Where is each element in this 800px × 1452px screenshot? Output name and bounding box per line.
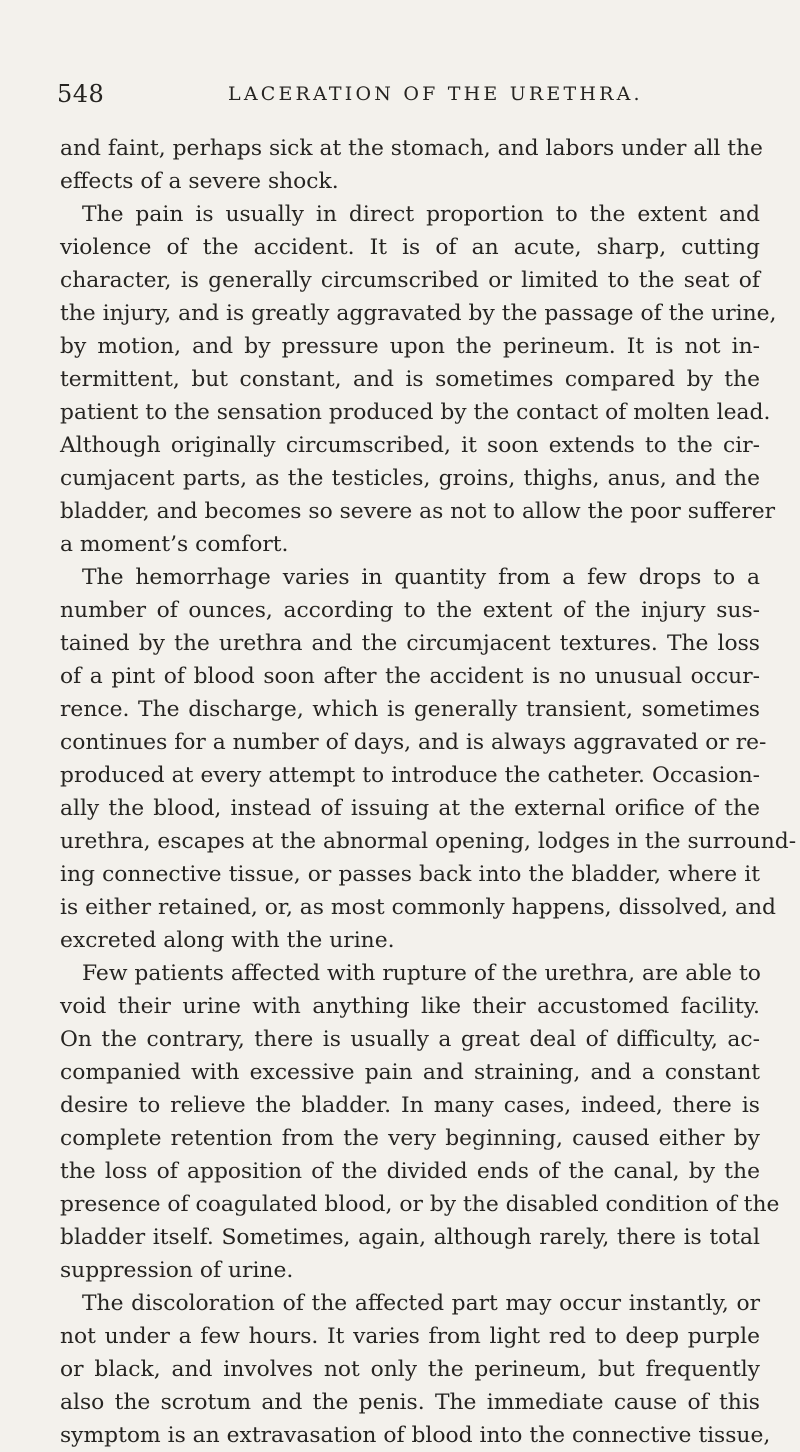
- text-line: symptom is an extravasation of blood into the connective tissue,: [60, 1423, 771, 1448]
- text-line: effects of a severe shock.: [60, 169, 339, 194]
- text-line: number of ounces, according to the extent of the injury sus-: [60, 598, 760, 623]
- text-line: termittent, but constant, and is sometimes compared by the: [60, 367, 760, 392]
- text-line: the loss of apposition of the divided ends of the canal, by the: [60, 1159, 760, 1184]
- text-line: continues for a number of days, and is always aggravated or re-: [60, 730, 767, 755]
- text-line: companied with excessive pain and straining, and a constant: [60, 1060, 760, 1085]
- text-line: cumjacent parts, as the testicles, groins, thighs, anus, and the: [60, 466, 760, 491]
- page-header: [57, 80, 747, 114]
- running-title: LACERATION OF THE URETHRA.: [228, 83, 643, 105]
- text-line: Few patients affected with rupture of the urethra, are able to: [82, 961, 761, 986]
- text-line: presence of coagulated blood, or by the disabled condition of the: [60, 1192, 780, 1217]
- text-line: not under a few hours. It varies from light red to deep purple: [60, 1324, 760, 1349]
- text-line: rence. The discharge, which is generally transient, sometimes: [60, 697, 760, 722]
- text-line: by motion, and by pressure upon the perineum. It is not in-: [60, 334, 760, 359]
- text-line: ally the blood, instead of issuing at the external orifice of the: [60, 796, 760, 821]
- text-line: urethra, escapes at the abnormal opening, lodges in the surround-: [60, 829, 797, 854]
- text-line: tained by the urethra and the circumjacent textures. The loss: [60, 631, 760, 656]
- body-text: [60, 132, 797, 1452]
- text-line: is either retained, or, as most commonly happens, dissolved, and: [60, 895, 776, 920]
- text-line: bladder itself. Sometimes, again, although rarely, there is total: [60, 1225, 760, 1250]
- text-line: the injury, and is greatly aggravated by the passage of the urine,: [60, 301, 777, 326]
- text-line: or black, and involves not only the perineum, but frequently: [60, 1357, 760, 1382]
- text-line: ing connective tissue, or passes back into the bladder, where it: [60, 862, 760, 887]
- text-line: also the scrotum and the penis. The immediate cause of this: [60, 1390, 760, 1415]
- text-line: The discoloration of the affected part may occur instantly, or: [82, 1291, 760, 1316]
- text-line: The pain is usually in direct proportion to the extent and: [82, 202, 760, 227]
- text-line: of a pint of blood soon after the accident is no unusual occur-: [60, 664, 760, 689]
- text-line: complete retention from the very beginning, caused either by: [60, 1126, 760, 1151]
- text-line: patient to the sensation produced by the contact of molten lead.: [60, 400, 771, 425]
- text-line: produced at every attempt to introduce the catheter. Occasion-: [60, 763, 760, 788]
- text-line: Although originally circumscribed, it soon extends to the cir-: [60, 433, 760, 458]
- text-line: suppression of urine.: [60, 1258, 294, 1283]
- text-line: desire to relieve the bladder. In many cases, indeed, there is: [60, 1093, 760, 1118]
- text-line: violence of the accident. It is of an acute, sharp, cutting: [60, 235, 760, 260]
- page-number: 548: [57, 80, 105, 108]
- text-line: On the contrary, there is usually a great deal of difficulty, ac-: [60, 1027, 760, 1052]
- text-line: character, is generally circumscribed or limited to the seat of: [60, 268, 760, 293]
- text-line: The hemorrhage varies in quantity from a few drops to a: [82, 565, 760, 590]
- text-line: void their urine with anything like their accustomed facility.: [60, 994, 760, 1019]
- text-line: bladder, and becomes so severe as not to allow the poor sufferer: [60, 499, 776, 524]
- text-line: and faint, perhaps sick at the stomach, and labors under all the: [60, 136, 763, 161]
- text-line: a moment’s comfort.: [60, 532, 289, 557]
- text-line: excreted along with the urine.: [60, 928, 395, 953]
